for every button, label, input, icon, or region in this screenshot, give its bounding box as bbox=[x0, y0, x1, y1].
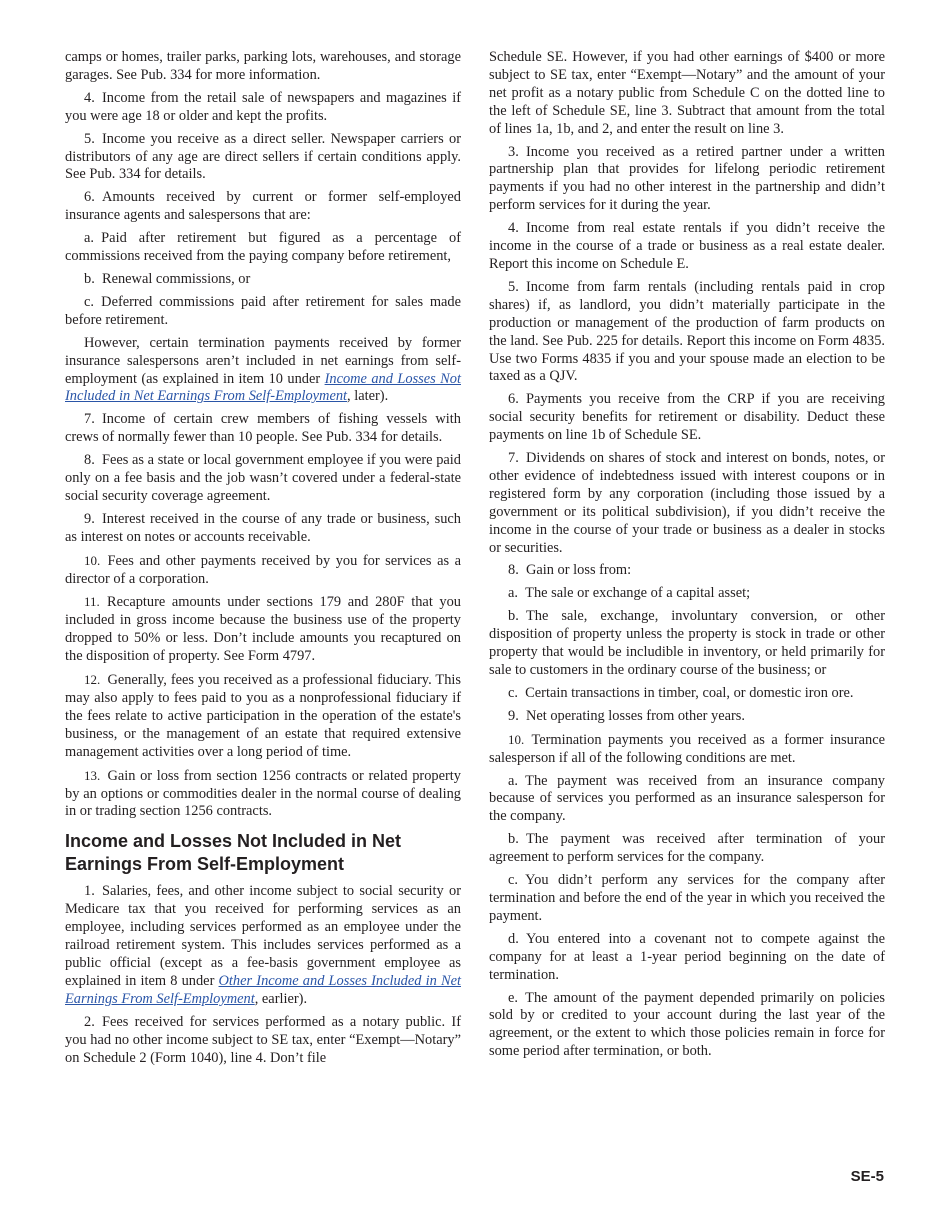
excluded-item-1 bbox=[65, 883, 461, 1008]
condition-c: c. You didn’t perform any services for the company after termination and before the end of the year in which you received the payment. bbox=[489, 872, 885, 924]
excluded-item-9: 9. Net operating losses from other years. bbox=[508, 707, 745, 724]
item-text: Termination payments you received as a former insurance salesperson if all of the following conditions are met. bbox=[489, 731, 885, 766]
right-column bbox=[489, 49, 885, 1066]
item-text: Recapture amounts under sections 179 and 280F that you included in gross income because the business use of the property dropped to 50% or less. Don’t include amounts you recaptured on the disposition of property. See Form 4797. bbox=[65, 594, 461, 665]
excluded-item-10 bbox=[489, 731, 885, 768]
excluded-item-8: 8. Gain or loss from: bbox=[508, 562, 632, 579]
excluded-item-1-text: 1. Salaries, fees, and other income subject to social security or Medicare tax that you received for performing services as an employee, including services performed as an employee under the railroad retirement system. This includes services performed as a public official (except as a fee-basis government employee as explained in item 8 under bbox=[65, 883, 461, 989]
termination-note-tail: , later). bbox=[347, 388, 389, 405]
sub-item-b: b. The sale, exchange, involuntary conversion, or other disposition of property unless the property is stock in trade or other property that would be includible in inventory, or held primarily for sale to customers in the ordinary course of the business; or bbox=[489, 608, 885, 678]
list-item-11 bbox=[65, 593, 461, 666]
other-income-included-link[interactable]: Other Income and Losses Included in Net Earnings From Self-Employment bbox=[65, 972, 461, 1007]
item-number: 10. bbox=[508, 731, 525, 747]
list-item-8: 8. Fees as a state or local government employee if you were paid only on a fee basis and the job wasn’t covered under a federal-state social security coverage agreement. bbox=[65, 452, 461, 504]
list-item-7: 7. Income of certain crew members of fishing vessels with crews of normally fewer than 10 people. See Pub. 334 for details. bbox=[65, 411, 461, 446]
sub-item-a: a. Paid after retirement but figured as a percentage of commissions received from the paying company before retirement, bbox=[65, 230, 461, 265]
item-number: 11. bbox=[84, 594, 100, 610]
list-item-12 bbox=[65, 671, 461, 762]
excluded-item-5: 5. Income from farm rentals (including rentals paid in crop shares) if, as landlord, you didn’t materially participate in the production or management of the production of farm products on the land. See Pub. 225 for details. Report this income on Form 4835. Use two Forms 4835 if you and your spouse made an election to be taxed as a QJV. bbox=[489, 278, 885, 385]
condition-d: d. You entered into a covenant not to compete against the company for at least a 1-year period beginning on the date of termination. bbox=[489, 930, 885, 983]
excluded-item-7: 7. Dividends on shares of stock and interest on bonds, notes, or other evidence of indebtedness issued with interest coupons or in registered form by any corporation (including those issued by a government or its political subdivision), if you didn’t receive the income in the course of your trade or business as a dealer in stocks or securities. bbox=[489, 450, 885, 556]
condition-b: b. The payment was received after termination of your agreement to perform services for the company. bbox=[489, 831, 885, 866]
termination-note bbox=[65, 335, 461, 407]
sub-item-c: c. Certain transactions in timber, coal, or domestic iron ore. bbox=[508, 684, 854, 701]
item-text: Generally, fees you received as a professional fiduciary. This may also apply to fees paid to you as a nonprofessional fiduciary if the fees relate to active participation in the operation of the estate's business, or the management of an estate that required extensive management activities over a long period of time. bbox=[65, 672, 461, 760]
item-text: Gain or loss from section 1256 contracts or related property by an options or commodities dealer in the normal course of dealing in or trading section 1256 contracts. bbox=[65, 767, 461, 820]
item-number: 10. bbox=[84, 552, 101, 568]
income-losses-not-included-link[interactable]: Income and Losses Not Included in Net Earnings From Self-Employment bbox=[65, 370, 461, 405]
page-number: SE-5 bbox=[850, 1168, 884, 1185]
excluded-item-2: 2. Fees received for services performed as a notary public. If you had no other income subject to SE tax, enter “Exempt—Notary” on Schedule 2 (Form 1040), line 4. Don’t file bbox=[65, 1013, 461, 1066]
list-item-4: 4. Income from the retail sale of newspapers and magazines if you were age 18 or older and kept the profits. bbox=[65, 89, 461, 124]
list-item-13 bbox=[65, 767, 461, 822]
excluded-item-3: 3. Income you received as a retired partner under a written partnership plan that provides for lifelong periodic retirement payments if you had no other interest in the partnership and didn’t perform services for it during the year. bbox=[489, 143, 885, 214]
list-item-9: 9. Interest received in the course of any trade or business, such as interest on notes or accounts receivable. bbox=[65, 510, 461, 545]
item-number: 12. bbox=[84, 672, 101, 688]
section-heading: Income and Losses Not Included in Net Earnings From Self-Employment bbox=[65, 831, 402, 875]
excluded-item-4: 4. Income from real estate rentals if you didn’t receive the income in the course of a trade or business as a real estate dealer. Report this income on Schedule E. bbox=[489, 220, 885, 272]
left-column bbox=[65, 49, 461, 1072]
sub-item-a: a. The sale or exchange of a capital asset; bbox=[508, 585, 751, 602]
sub-item-b: b. Renewal commissions, or bbox=[84, 270, 251, 287]
condition-a: a. The payment was received from an insurance company because of services you performed as an insurance salesperson for the company. bbox=[489, 772, 885, 825]
list-item-5: 5. Income you receive as a direct seller. Newspaper carriers or distributors of any age are direct sellers if certain conditions apply. See Pub. 334 for details. bbox=[65, 130, 461, 183]
condition-e: e. The amount of the payment depended primarily on policies sold by or credited to your account during the last year of the agreement, or the extent to which those policies remain in force for some period after termination, or both. bbox=[489, 989, 885, 1060]
sub-item-c: c. Deferred commissions paid after retirement for sales made before retirement. bbox=[65, 293, 461, 328]
paragraph-continued: Schedule SE. However, if you had other earnings of $400 or more subject to SE tax, enter “Exempt—Notary” and the amount of your net profit as a notary public from Schedule C on the dotted line to the left of Schedule SE, line 3. Subtract that amount from the total of lines 1a, 1b, and 2, and enter the result on line 3. bbox=[489, 49, 885, 137]
item-number: 13. bbox=[84, 767, 101, 783]
excluded-item-6: 6. Payments you receive from the CRP if you are receiving social security benefits for retirement or disability. Deduct these payments on line 1b of Schedule SE. bbox=[489, 391, 885, 444]
item-text: Fees and other payments received by you for services as a director of a corporation. bbox=[65, 552, 461, 587]
termination-note-text: However, certain termination payments received by former insurance salespersons aren’t included in net earnings from self-employment (as explained in item 10 under bbox=[65, 334, 461, 387]
paragraph-continued: camps or homes, trailer parks, parking lots, warehouses, and storage garages. See Pub. 334 for more information. bbox=[65, 49, 461, 83]
excluded-item-1-tail: , earlier). bbox=[254, 990, 308, 1007]
list-item-10 bbox=[65, 552, 461, 589]
list-item-6: 6. Amounts received by current or former self-employed insurance agents and salespersons that are: bbox=[65, 189, 461, 224]
